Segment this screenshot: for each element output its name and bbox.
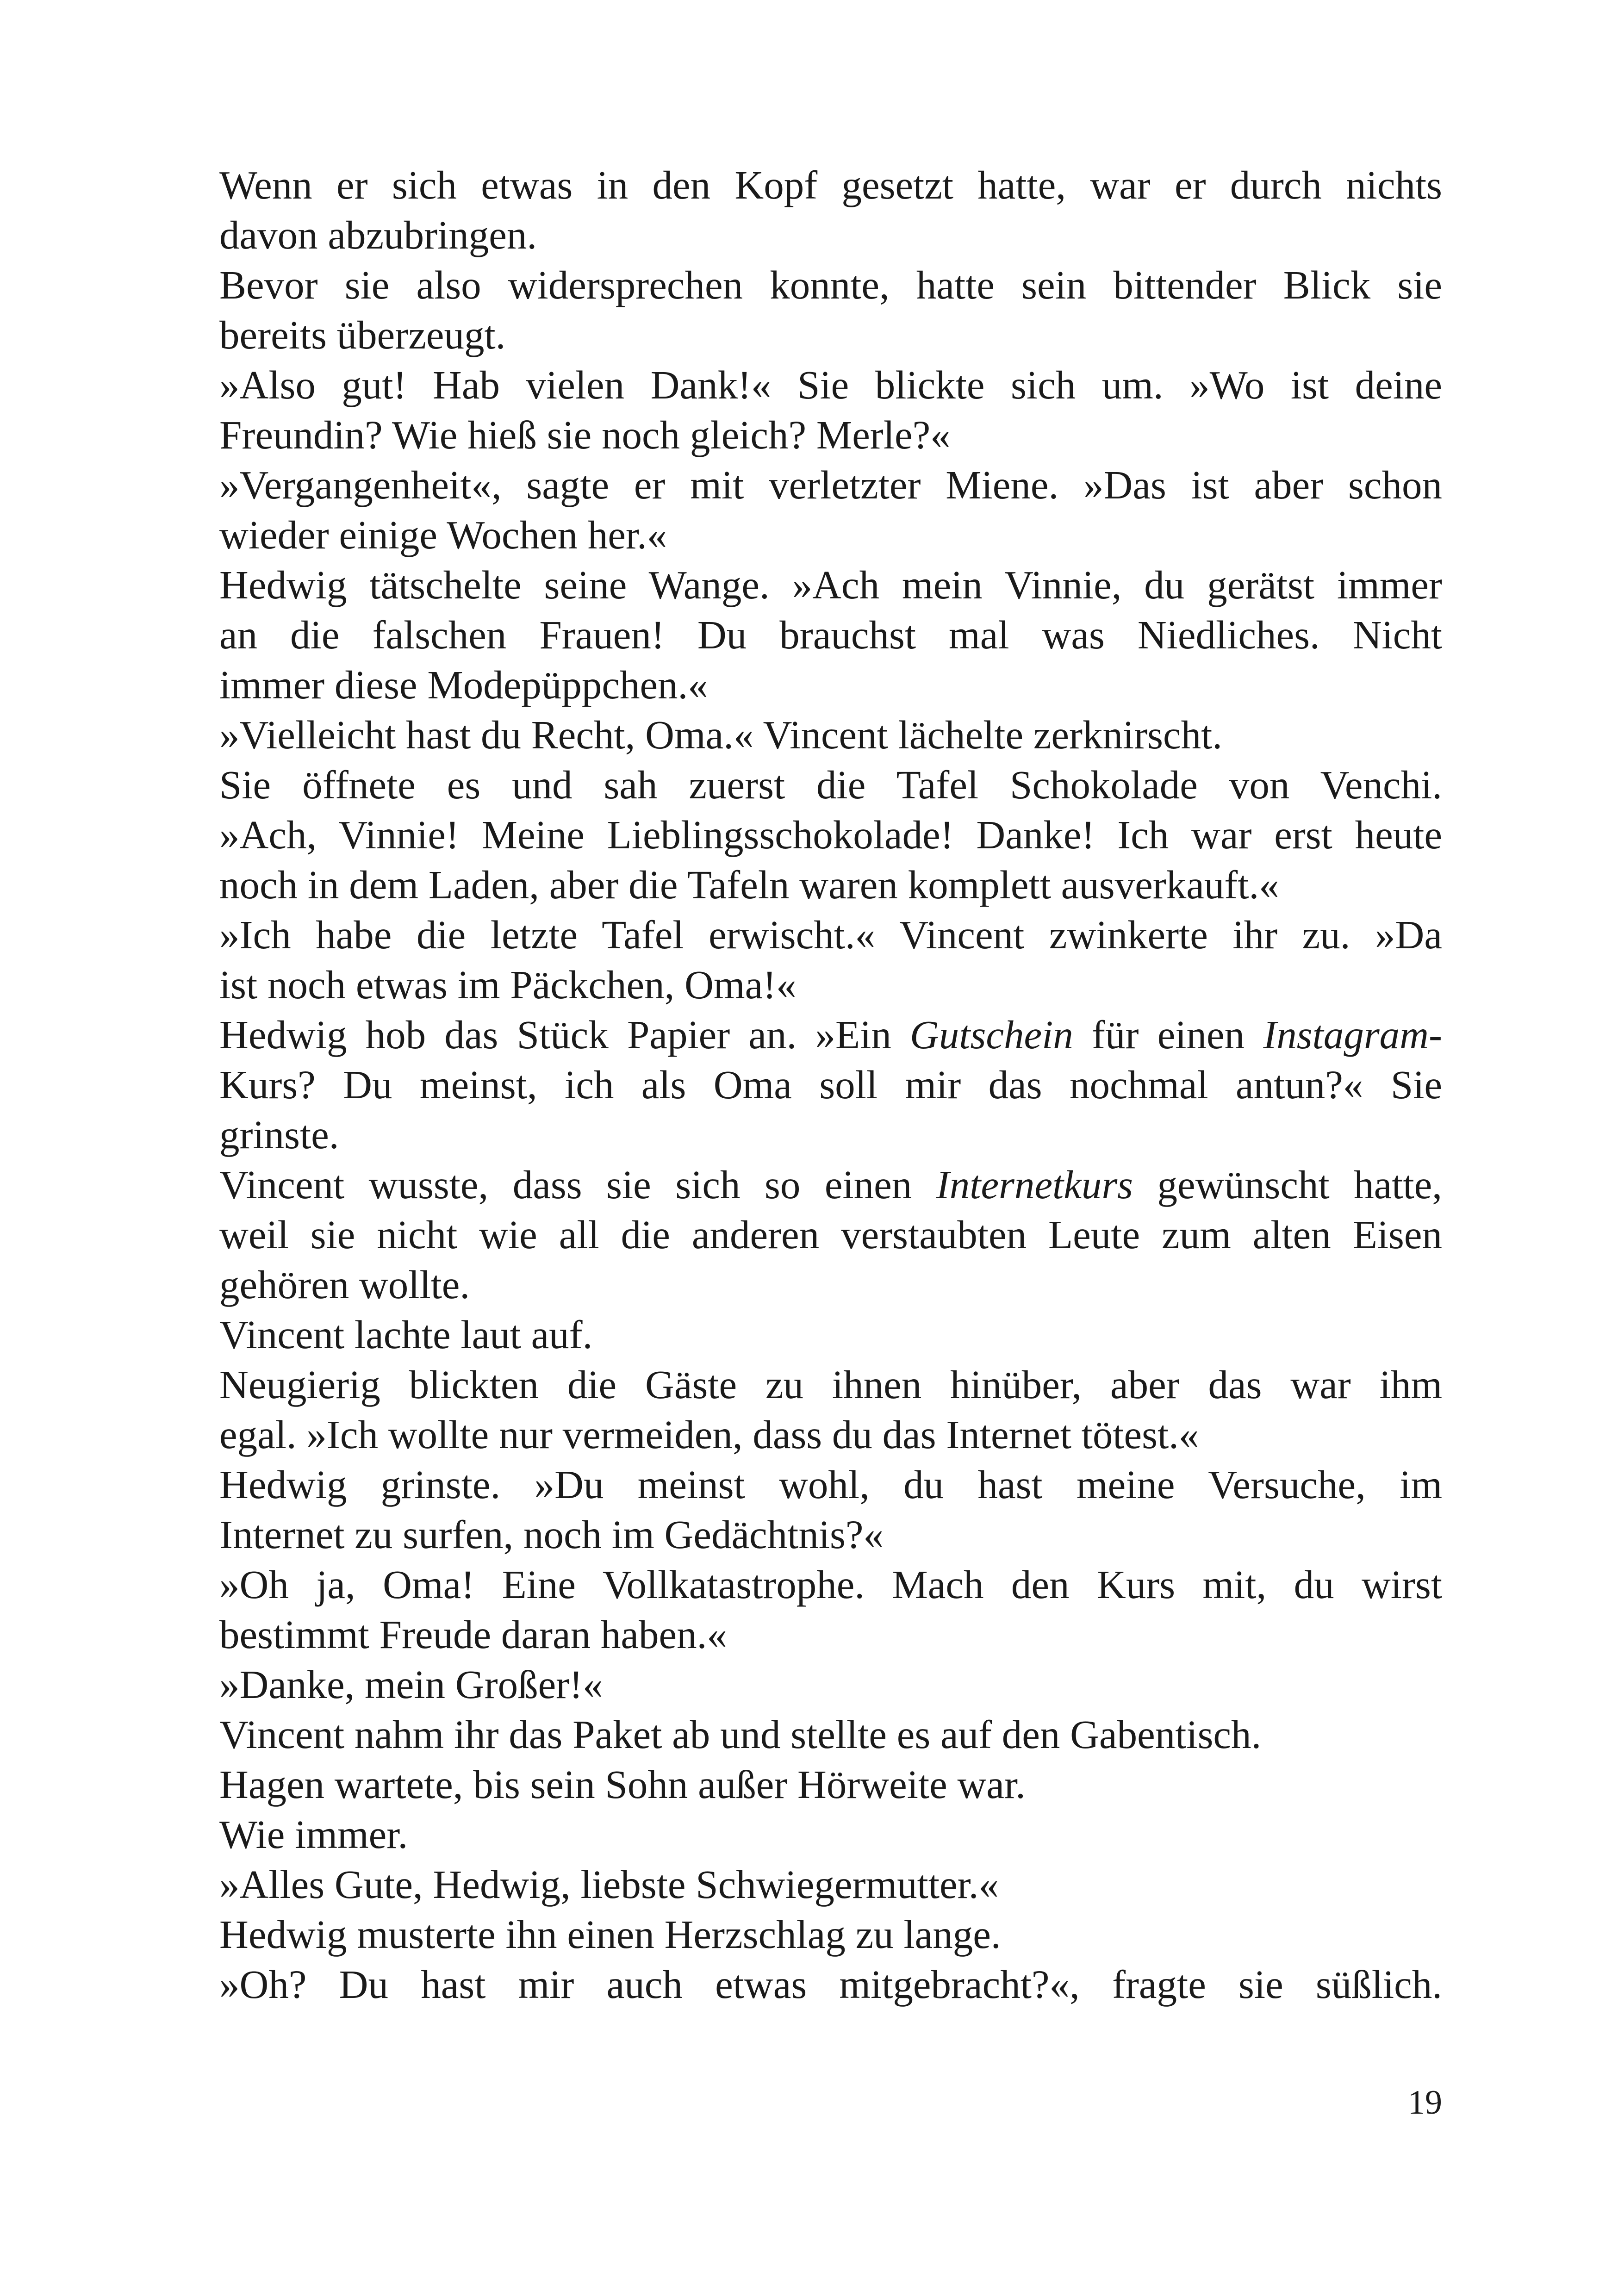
text-line (219, 410, 1442, 460)
text-line (219, 1310, 1442, 1360)
text-line (219, 1610, 1442, 1660)
text-line (219, 210, 1442, 260)
text-segment: noch in dem Laden, aber die Tafeln waren komplett ausverkauft.« (219, 862, 1279, 907)
text-segment: bestimmt Freude daran haben.« (219, 1612, 727, 1657)
text-segment: Kurs? Du meinst, ich als Oma soll mir das nochmal antun?« Sie (219, 1062, 1442, 1107)
text-segment: für einen (1073, 1012, 1263, 1057)
text-line (219, 960, 1442, 1010)
text-segment: gehören wollte. (219, 1262, 470, 1307)
text-segment: Vincent wusste, dass sie sich so einen (219, 1162, 936, 1207)
text-line (219, 1410, 1442, 1460)
text-segment: Sie öffnete es und sah zuerst die Tafel Schokolade von Venchi. (219, 762, 1442, 807)
text-segment: »Oh? Du hast mir auch etwas mitgebracht?«, fragte sie süßlich. (219, 1962, 1442, 2007)
text-segment: Hedwig grinste. »Du meinst wohl, du hast meine Versuche, im (219, 1462, 1442, 1507)
text-line (219, 460, 1442, 510)
text-line (219, 1560, 1442, 1610)
text-line (219, 810, 1442, 860)
text-line (219, 1110, 1442, 1160)
text-line (219, 1660, 1442, 1710)
text-segment: Hedwig musterte ihn einen Herzschlag zu lange. (219, 1912, 1001, 1957)
text-segment: egal. »Ich wollte nur vermeiden, dass du das Internet tötest.« (219, 1412, 1199, 1457)
text-segment: Bevor sie also widersprechen konnte, hatte sein bittender Blick sie (219, 262, 1442, 307)
text-line (219, 360, 1442, 410)
text-line (219, 1710, 1442, 1760)
text-line (219, 1160, 1442, 1210)
text-segment: weil sie nicht wie all die anderen verstaubten Leute zum alten Eisen (219, 1212, 1442, 1257)
italic-text: Instagram- (1263, 1012, 1442, 1057)
text-line (219, 660, 1442, 710)
text-line (219, 1760, 1442, 1810)
text-segment: davon abzubringen. (219, 212, 537, 257)
text-segment: »Ach, Vinnie! Meine Lieblingsschokolade! Danke! Ich war erst heute (219, 812, 1442, 857)
text-segment: immer diese Modepüppchen.« (219, 662, 708, 707)
text-segment: Hagen wartete, bis sein Sohn außer Hörweite war. (219, 1762, 1026, 1807)
text-line (219, 510, 1442, 560)
text-line (219, 1960, 1442, 2010)
text-line (219, 1910, 1442, 1960)
text-segment: Hedwig hob das Stück Papier an. »Ein (219, 1012, 910, 1057)
text-segment: Vincent nahm ihr das Paket ab und stellte es auf den Gabentisch. (219, 1712, 1262, 1757)
text-line (219, 710, 1442, 760)
text-line (219, 160, 1442, 210)
text-segment: Vincent lachte laut auf. (219, 1312, 593, 1357)
text-segment: »Also gut! Hab vielen Dank!« Sie blickte sich um. »Wo ist deine (219, 362, 1442, 407)
text-line (219, 1060, 1442, 1110)
text-segment: bereits überzeugt. (219, 312, 506, 357)
text-segment: »Ich habe die letzte Tafel erwischt.« Vincent zwinkerte ihr zu. »Da (219, 912, 1442, 957)
italic-text: Internetkurs (936, 1162, 1133, 1207)
text-segment: »Alles Gute, Hedwig, liebste Schwiegermutter.« (219, 1862, 999, 1907)
text-segment: an die falschen Frauen! Du brauchst mal was Niedliches. Nicht (219, 612, 1442, 657)
text-line (219, 610, 1442, 660)
text-segment: Wenn er sich etwas in den Kopf gesetzt hatte, war er durch nichts (219, 162, 1442, 207)
text-segment: Freundin? Wie hieß sie noch gleich? Merle?« (219, 412, 951, 457)
body-text (219, 160, 1442, 2010)
text-segment: Neugierig blickten die Gäste zu ihnen hinüber, aber das war ihm (219, 1362, 1442, 1407)
italic-text: Gutschein (910, 1012, 1073, 1057)
text-line (219, 1010, 1442, 1060)
text-segment: »Danke, mein Großer!« (219, 1662, 603, 1707)
text-line (219, 910, 1442, 960)
text-line (219, 560, 1442, 610)
text-segment: grinste. (219, 1112, 339, 1157)
text-line (219, 1510, 1442, 1560)
text-segment: Wie immer. (219, 1812, 408, 1857)
text-segment: ist noch etwas im Päckchen, Oma!« (219, 962, 797, 1007)
text-line (219, 860, 1442, 910)
text-line (219, 1360, 1442, 1410)
text-segment: wieder einige Wochen her.« (219, 512, 667, 557)
text-segment: gewünscht hatte, (1133, 1162, 1442, 1207)
text-line (219, 760, 1442, 810)
text-line (219, 1860, 1442, 1910)
page-number: 19 (1408, 2084, 1442, 2122)
text-segment: »Oh ja, Oma! Eine Vollkatastrophe. Mach den Kurs mit, du wirst (219, 1562, 1442, 1607)
text-line (219, 1210, 1442, 1260)
text-segment: Internet zu surfen, noch im Gedächtnis?« (219, 1512, 884, 1557)
text-line (219, 260, 1442, 310)
text-segment: »Vergangenheit«, sagte er mit verletzter Miene. »Das ist aber schon (219, 462, 1442, 507)
text-segment: Hedwig tätschelte seine Wange. »Ach mein Vinnie, du gerätst immer (219, 562, 1442, 607)
text-line (219, 1260, 1442, 1310)
text-line (219, 310, 1442, 360)
text-segment: »Vielleicht hast du Recht, Oma.« Vincent lächelte zerknirscht. (219, 712, 1223, 757)
text-line (219, 1460, 1442, 1510)
text-line (219, 1810, 1442, 1860)
